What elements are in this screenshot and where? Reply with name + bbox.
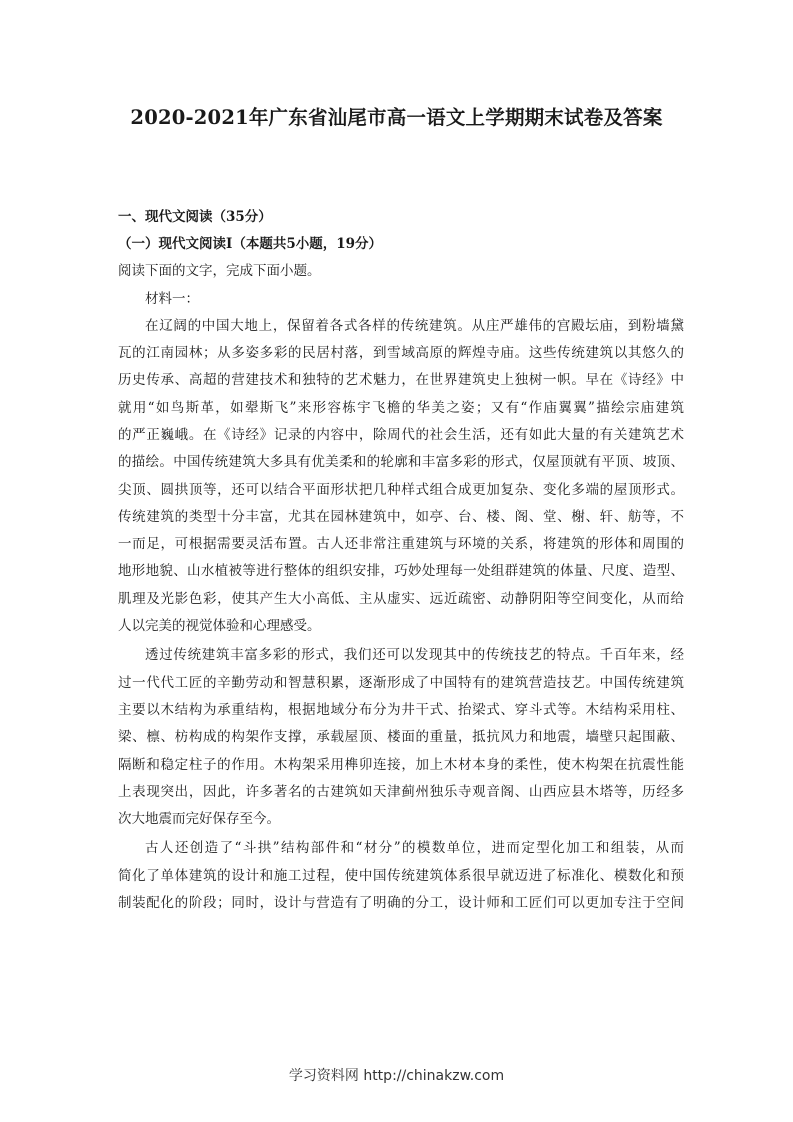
paragraph-line: 的描绘。中国传统建筑大多具有优美柔和的轮廓和丰富多彩的形式，仅屋顶就有平顶、坡顶、 [118, 454, 684, 471]
paragraph-3 [118, 835, 684, 917]
reading-instruction: 阅读下面的文字，完成下面小题。 [118, 263, 321, 280]
document-title: 2020-2021年广东省汕尾市高一语文上学期期末试卷及答案 [130, 106, 663, 129]
paragraph-line: 肌理及光影色彩，使其产生大小高低、主从虚实、远近疏密、动静阴阳等空间变化，从而给 [118, 590, 684, 607]
paragraph-line: 瓦的江南园林；从多姿多彩的民居村落，到雪域高原的辉煌寺庙。这些传统建筑以其悠久的 [118, 345, 684, 362]
paragraph-line: 次大地震而完好保存至今。 [118, 811, 280, 828]
paragraph-line: 历史传承、高超的营建技术和独特的艺术魅力，在世界建筑史上独树一帜。早在《诗经》中 [118, 372, 684, 389]
paragraph-1 [118, 313, 684, 641]
paragraph-line: 上表现突出，因此，许多著名的古建筑如天津蓟州独乐寺观音阁、山西应县木塔等，历经多 [118, 783, 684, 800]
paragraph-line: 透过传统建筑丰富多彩的形式，我们还可以发现其中的传统技艺的特点。千百年来，经 [145, 647, 684, 664]
paragraph-line: 简化了单体建筑的设计和施工过程，使中国传统建筑体系很早就迈进了标准化、模数化和预 [118, 867, 684, 884]
paragraph-line: 在辽阔的中国大地上，保留着各式各样的传统建筑。从庄严雄伟的宫殿坛庙，到粉墙黛 [145, 317, 684, 334]
paragraph-line: 隔断和稳定柱子的作用。木构架采用榫卯连接，加上木材本身的柔性，使木构架在抗震性能 [118, 756, 684, 773]
paragraph-line: 地形地貌、山水植被等进行整体的组织安排，巧妙处理每一处组群建筑的体量、尺度、造型、 [118, 563, 684, 580]
paragraph-line: 一而足，可根据需要灵活布置。古人还非常注重建筑与环境的关系，将建筑的形体和周围的 [118, 536, 684, 553]
paragraph-line: 主要以木结构为承重结构，根据地域分布分为井干式、抬梁式、穿斗式等。木结构采用柱、 [118, 701, 684, 718]
paragraph-line: 古人还创造了“斗拱”结构部件和“材分”的模数单位，进而定型化加工和组装，从而 [145, 840, 684, 857]
paragraph-line: 尖顶、圆拱顶等，还可以结合平面形状把几种样式组合成更加复杂、变化多端的屋顶形式。 [118, 481, 684, 498]
subsection-heading: （一）现代文阅读I（本题共5小题，19分） [118, 236, 382, 253]
document-body [118, 204, 684, 917]
paragraph-line: 过一代代工匠的辛勤劳动和智慧积累，逐渐形成了中国特有的建筑营造技艺。中国传统建筑 [118, 674, 684, 691]
page-footer: 学习资料网 http://chinakzw.com [288, 1068, 505, 1084]
paragraph-line: 的严正巍峨。在《诗经》记录的内容中，除周代的社会生活，还有如此大量的有关建筑艺术 [118, 427, 684, 443]
paragraph-2 [118, 642, 684, 833]
paragraph-line: 传统建筑的类型十分丰富，尤其在园林建筑中，如亭、台、楼、阁、堂、榭、轩、舫等，不 [118, 508, 684, 525]
paragraph-line: 人以完美的视觉体验和心理感受。 [118, 618, 321, 635]
material-label: 材料一： [145, 290, 199, 307]
section-heading: 一、现代文阅读（35分） [118, 209, 272, 225]
paragraph-line: 梁、檩、枋构成的构架作支撑，承载屋顶、楼面的重量，抵抗风力和地震，墙壁只起围蔽、 [118, 729, 684, 746]
paragraph-line: 制装配化的阶段；同时，设计与营造有了明确的分工，设计师和工匠们可以更加专注于空间 [118, 895, 684, 912]
paragraph-line: 就用“如鸟斯革，如翚斯飞”来形容栋宇飞檐的华美之姿；又有“作庙翼翼”描绘宗庙建筑 [118, 399, 684, 416]
